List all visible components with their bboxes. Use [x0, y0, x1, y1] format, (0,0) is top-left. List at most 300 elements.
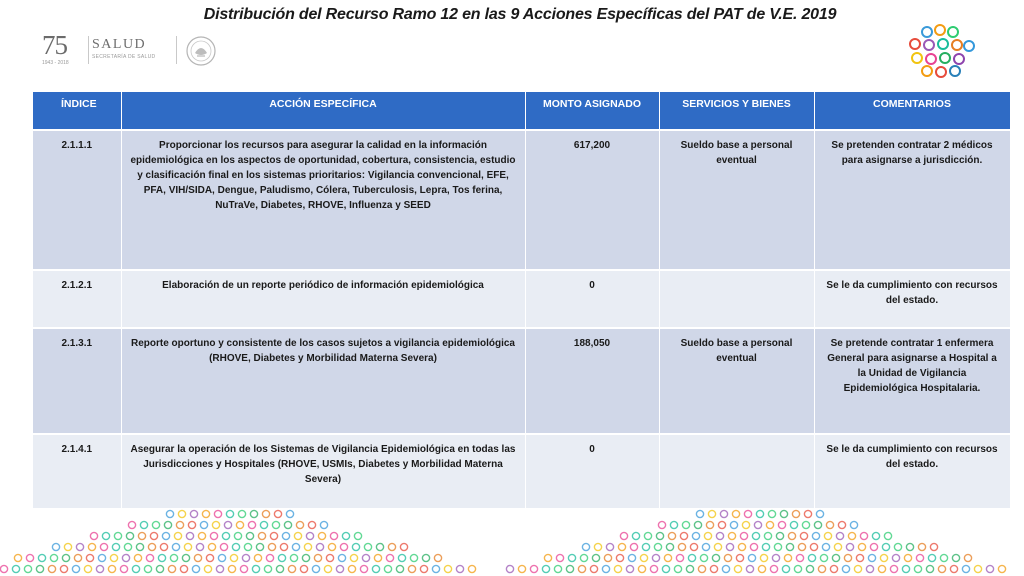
- decor-ring: [680, 532, 687, 539]
- decor-ring: [658, 521, 665, 528]
- decor-ring: [110, 554, 117, 561]
- decor-ring: [24, 565, 31, 572]
- cell-accion: Elaboración de un reporte periódico de información epidemiológica: [121, 270, 525, 328]
- decor-ring: [276, 565, 283, 572]
- decor-ring: [114, 532, 121, 539]
- decor-ring: [812, 532, 819, 539]
- decor-ring: [124, 543, 131, 550]
- cell-comentarios: Se le da cumplimiento con recursos del estado.: [814, 434, 1010, 508]
- decor-ring: [832, 554, 839, 561]
- decor-ring: [732, 510, 739, 517]
- decor-ring: [240, 565, 247, 572]
- decor-ring: [376, 543, 383, 550]
- decor-ring: [614, 565, 621, 572]
- cell-comentarios: Se le da cumplimiento con recursos del estado.: [814, 270, 1010, 328]
- decor-ring: [204, 565, 211, 572]
- decor-ring: [902, 565, 909, 572]
- decor-ring: [758, 565, 765, 572]
- decor-ring: [236, 521, 243, 528]
- salud-logo-subtitle: SECRETARÍA DE SALUD: [92, 54, 156, 60]
- decor-ring: [288, 565, 295, 572]
- decor-ring: [808, 554, 815, 561]
- decor-ring: [760, 554, 767, 561]
- decor-ring: [48, 565, 55, 572]
- decor-ring: [652, 554, 659, 561]
- decor-ring: [158, 554, 165, 561]
- cell-monto: 188,050: [525, 328, 659, 434]
- decor-ring: [770, 565, 777, 572]
- decor-ring: [892, 554, 899, 561]
- decor-ring: [96, 565, 103, 572]
- decor-ring: [618, 543, 625, 550]
- decor-ring: [156, 565, 163, 572]
- decor-ring: [336, 565, 343, 572]
- decor-ring: [830, 565, 837, 572]
- decor-ring: [188, 521, 195, 528]
- decor-ring: [662, 565, 669, 572]
- decor-ring: [180, 565, 187, 572]
- decor-ring: [422, 554, 429, 561]
- decor-ring: [230, 554, 237, 561]
- decor-ring: [674, 565, 681, 572]
- decor-ring: [354, 532, 361, 539]
- decor-ring: [838, 521, 845, 528]
- decor-ring: [916, 554, 923, 561]
- decor-ring: [14, 554, 21, 561]
- decor-ring: [820, 554, 827, 561]
- decor-ring: [246, 532, 253, 539]
- decor-ring: [242, 554, 249, 561]
- decor-ring: [62, 554, 69, 561]
- table-header-row: [33, 92, 1010, 130]
- decor-ring: [266, 554, 273, 561]
- decor-ring: [724, 554, 731, 561]
- decor-ring: [226, 510, 233, 517]
- decor-ring: [650, 565, 657, 572]
- decorative-rings-pattern: [0, 506, 1024, 576]
- decor-ring: [764, 532, 771, 539]
- decor-ring: [338, 554, 345, 561]
- decor-ring: [232, 543, 239, 550]
- decor-ring: [0, 565, 7, 572]
- decor-ring: [794, 565, 801, 572]
- rings-logo-icon: [903, 24, 977, 80]
- decor-ring: [638, 565, 645, 572]
- table-row: [33, 434, 1010, 508]
- decor-ring: [38, 554, 45, 561]
- decor-ring: [776, 532, 783, 539]
- decor-ring: [274, 510, 281, 517]
- decor-ring: [708, 510, 715, 517]
- decor-ring: [128, 521, 135, 528]
- decor-ring: [816, 510, 823, 517]
- decor-ring: [802, 521, 809, 528]
- decor-ring: [60, 565, 67, 572]
- decor-ring: [238, 510, 245, 517]
- table-row: [33, 270, 1010, 328]
- decor-ring: [148, 543, 155, 550]
- decor-ring: [254, 554, 261, 561]
- decor-ring: [202, 510, 209, 517]
- decor-ring: [290, 554, 297, 561]
- decor-ring: [286, 510, 293, 517]
- decor-ring: [744, 510, 751, 517]
- decor-ring: [842, 565, 849, 572]
- decor-ring: [506, 565, 513, 572]
- decor-ring: [974, 565, 981, 572]
- decor-ring: [906, 543, 913, 550]
- decor-ring: [728, 532, 735, 539]
- decor-ring: [134, 554, 141, 561]
- decor-ring: [930, 543, 937, 550]
- decor-ring: [872, 532, 879, 539]
- decor-ring: [706, 521, 713, 528]
- page-title: Distribución del Recurso Ramo 12 en las 9 Acciones Específicas del PAT de V.E. 2019: [203, 6, 837, 23]
- decor-ring: [140, 521, 147, 528]
- decor-ring: [668, 532, 675, 539]
- decor-ring: [190, 510, 197, 517]
- decor-ring: [836, 532, 843, 539]
- decor-ring: [626, 565, 633, 572]
- decor-ring: [690, 543, 697, 550]
- decor-ring: [72, 565, 79, 572]
- cell-monto: 0: [525, 270, 659, 328]
- decor-ring: [964, 554, 971, 561]
- decor-ring: [432, 565, 439, 572]
- decor-ring: [568, 554, 575, 561]
- decor-ring: [102, 532, 109, 539]
- decor-ring: [328, 543, 335, 550]
- decor-ring: [926, 565, 933, 572]
- decor-ring: [166, 510, 173, 517]
- decor-ring: [810, 543, 817, 550]
- cell-indice: 2.1.3.1: [33, 328, 121, 434]
- decor-ring: [694, 521, 701, 528]
- decor-ring: [136, 543, 143, 550]
- decor-ring: [590, 565, 597, 572]
- decor-ring: [324, 565, 331, 572]
- decor-ring: [822, 543, 829, 550]
- decor-ring: [132, 565, 139, 572]
- cell-indice: 2.1.1.1: [33, 130, 121, 270]
- decor-ring: [918, 543, 925, 550]
- decor-ring: [592, 554, 599, 561]
- decor-ring: [878, 565, 885, 572]
- decor-ring: [12, 565, 19, 572]
- decor-ring: [666, 543, 673, 550]
- decor-ring: [628, 554, 635, 561]
- decor-ring: [686, 565, 693, 572]
- anniversary-logo: [42, 32, 84, 66]
- decor-ring: [170, 554, 177, 561]
- decor-ring: [718, 521, 725, 528]
- decor-ring: [248, 521, 255, 528]
- decor-ring: [372, 565, 379, 572]
- decor-ring: [582, 543, 589, 550]
- decor-ring: [986, 565, 993, 572]
- decor-ring: [632, 532, 639, 539]
- decor-ring: [138, 532, 145, 539]
- decor-ring: [360, 565, 367, 572]
- anniversary-years: 1943 - 2018: [42, 60, 69, 66]
- decor-ring: [850, 521, 857, 528]
- decor-ring: [218, 554, 225, 561]
- decor-ring: [268, 543, 275, 550]
- decor-ring: [748, 554, 755, 561]
- decor-arc-left: [0, 510, 476, 572]
- decor-ring: [746, 565, 753, 572]
- decor-arc-right: [506, 510, 1005, 572]
- table-row: [33, 328, 1010, 434]
- decor-ring: [726, 543, 733, 550]
- decor-ring: [398, 554, 405, 561]
- decor-ring: [144, 565, 151, 572]
- decor-ring: [98, 554, 105, 561]
- decor-ring: [856, 554, 863, 561]
- cell-servicios: [659, 270, 814, 328]
- decor-ring: [90, 532, 97, 539]
- decor-ring: [340, 543, 347, 550]
- decor-ring: [152, 521, 159, 528]
- decor-ring: [834, 543, 841, 550]
- decor-ring: [796, 554, 803, 561]
- decor-ring: [182, 554, 189, 561]
- decor-ring: [766, 521, 773, 528]
- decor-ring: [74, 554, 81, 561]
- decor-ring: [244, 543, 251, 550]
- cell-accion: Asegurar la operación de los Sistemas de Vigilancia Epidemiológica en todas las Jurisdicciones y Hospitales (RHOVE, USMIs, Diabetes y Morbilidad Materna Severa): [121, 434, 525, 508]
- decor-ring: [736, 554, 743, 561]
- decor-ring: [256, 543, 263, 550]
- decor-ring: [750, 543, 757, 550]
- decor-ring: [814, 521, 821, 528]
- decor-ring: [616, 554, 623, 561]
- cell-indice: 2.1.4.1: [33, 434, 121, 508]
- decor-ring: [120, 565, 127, 572]
- decor-ring: [742, 521, 749, 528]
- decor-ring: [704, 532, 711, 539]
- decor-ring: [318, 532, 325, 539]
- logo-divider: [176, 36, 177, 64]
- decor-ring: [272, 521, 279, 528]
- cell-servicios: Sueldo base a personal eventual: [659, 130, 814, 270]
- decor-ring: [952, 554, 959, 561]
- decor-ring: [100, 543, 107, 550]
- cell-comentarios: Se pretende contratar 1 enfermera General para asignarse a Hospital a la Unidad de Vigilancia Epidemiológica Hospitalaria.: [814, 328, 1010, 434]
- decor-ring: [280, 543, 287, 550]
- decor-ring: [678, 543, 685, 550]
- decor-ring: [320, 521, 327, 528]
- decor-ring: [846, 543, 853, 550]
- decor-ring: [52, 543, 59, 550]
- decor-ring: [300, 565, 307, 572]
- decor-ring: [594, 543, 601, 550]
- decor-ring: [790, 521, 797, 528]
- decor-ring: [818, 565, 825, 572]
- decor-ring: [386, 554, 393, 561]
- decor-ring: [172, 543, 179, 550]
- decor-ring: [894, 543, 901, 550]
- column-header-servicios: SERVICIOS Y BIENES: [659, 92, 814, 130]
- decor-ring: [752, 532, 759, 539]
- decor-ring: [200, 521, 207, 528]
- decor-ring: [798, 543, 805, 550]
- decor-ring: [602, 565, 609, 572]
- decor-ring: [786, 543, 793, 550]
- decor-ring: [162, 532, 169, 539]
- decor-ring: [284, 521, 291, 528]
- decor-ring: [800, 532, 807, 539]
- decor-ring: [580, 554, 587, 561]
- cell-indice: 2.1.2.1: [33, 270, 121, 328]
- cell-accion: Reporte oportuno y consistente de los casos sujetos a vigilancia epidemiológica (RHOVE, Diabetes y Morbilidad Materna Severa): [121, 328, 525, 434]
- decor-ring: [778, 521, 785, 528]
- decor-ring: [870, 543, 877, 550]
- decor-ring: [720, 510, 727, 517]
- cell-servicios: [659, 434, 814, 508]
- decor-ring: [642, 543, 649, 550]
- decor-ring: [308, 521, 315, 528]
- decor-ring: [854, 565, 861, 572]
- decor-ring: [194, 554, 201, 561]
- decor-ring: [304, 543, 311, 550]
- decor-ring: [656, 532, 663, 539]
- decor-ring: [676, 554, 683, 561]
- decor-ring: [36, 565, 43, 572]
- decor-ring: [644, 532, 651, 539]
- decor-ring: [88, 543, 95, 550]
- decor-ring: [702, 543, 709, 550]
- decor-ring: [302, 554, 309, 561]
- decor-ring: [164, 521, 171, 528]
- decor-ring: [294, 532, 301, 539]
- decor-ring: [234, 532, 241, 539]
- decor-ring: [710, 565, 717, 572]
- decor-ring: [26, 554, 33, 561]
- decor-ring: [914, 565, 921, 572]
- salud-logo: [92, 38, 155, 60]
- decor-ring: [396, 565, 403, 572]
- decor-ring: [544, 554, 551, 561]
- table-row: [33, 130, 1010, 270]
- decor-ring: [884, 532, 891, 539]
- decor-ring: [806, 565, 813, 572]
- decor-ring: [196, 543, 203, 550]
- decor-ring: [262, 510, 269, 517]
- decor-ring: [192, 565, 199, 572]
- decor-ring: [730, 521, 737, 528]
- decor-ring: [700, 554, 707, 561]
- decor-ring: [518, 565, 525, 572]
- decor-ring: [384, 565, 391, 572]
- decor-ring: [716, 532, 723, 539]
- decor-ring: [112, 543, 119, 550]
- decor-ring: [224, 521, 231, 528]
- decor-ring: [64, 543, 71, 550]
- resource-table: [33, 92, 1011, 508]
- decor-ring: [620, 532, 627, 539]
- decor-ring: [50, 554, 57, 561]
- decor-ring: [400, 543, 407, 550]
- decor-ring: [682, 521, 689, 528]
- logo-divider: [88, 36, 89, 64]
- decor-ring: [940, 554, 947, 561]
- decor-ring: [792, 510, 799, 517]
- decor-ring: [84, 565, 91, 572]
- decor-ring: [604, 554, 611, 561]
- decor-ring: [696, 510, 703, 517]
- decor-ring: [388, 543, 395, 550]
- decor-ring: [556, 554, 563, 561]
- decor-ring: [216, 565, 223, 572]
- decor-ring: [740, 532, 747, 539]
- decor-ring: [606, 543, 613, 550]
- decor-ring: [804, 510, 811, 517]
- decor-ring: [306, 532, 313, 539]
- decor-ring: [186, 532, 193, 539]
- decor-ring: [998, 565, 1005, 572]
- decor-ring: [530, 565, 537, 572]
- decor-ring: [220, 543, 227, 550]
- decor-ring: [670, 521, 677, 528]
- decor-ring: [630, 543, 637, 550]
- decor-ring: [640, 554, 647, 561]
- decor-ring: [782, 565, 789, 572]
- decor-ring: [882, 543, 889, 550]
- decor-ring: [352, 543, 359, 550]
- decor-ring: [150, 532, 157, 539]
- decor-ring: [698, 565, 705, 572]
- decor-ring: [270, 532, 277, 539]
- decor-ring: [692, 532, 699, 539]
- decor-ring: [214, 510, 221, 517]
- decor-ring: [848, 532, 855, 539]
- decor-ring: [222, 532, 229, 539]
- decor-ring: [76, 543, 83, 550]
- decor-ring: [282, 532, 289, 539]
- decor-ring: [252, 565, 259, 572]
- decor-ring: [330, 532, 337, 539]
- decor-ring: [456, 565, 463, 572]
- decor-ring: [880, 554, 887, 561]
- decor-ring: [890, 565, 897, 572]
- cell-accion: Proporcionar los recursos para asegurar la calidad en la información epidemiológica en los aspectos de oportunidad, cobertura, consistencia, estudio y clasificación final en los sistemas prioritarios: Vigilancia convencional, EFE, PFA, VIH/SIDA, Dengue, Paludismo, Cólera, Tuberculosis, Lepra, Tos ferina, NuTraVe, Diabetes, RHOVE, Influenza y SEED: [121, 130, 525, 270]
- decor-ring: [342, 532, 349, 539]
- decor-ring: [962, 565, 969, 572]
- decor-ring: [844, 554, 851, 561]
- decor-ring: [444, 565, 451, 572]
- decor-ring: [738, 543, 745, 550]
- decor-ring: [258, 532, 265, 539]
- decor-ring: [296, 521, 303, 528]
- decor-ring: [408, 565, 415, 572]
- decor-ring: [362, 554, 369, 561]
- decor-ring: [688, 554, 695, 561]
- decor-ring: [176, 521, 183, 528]
- decor-ring: [554, 565, 561, 572]
- salud-logo-text: SALUD: [92, 37, 147, 52]
- decor-ring: [866, 565, 873, 572]
- anniversary-number: 75: [42, 30, 67, 60]
- decor-ring: [178, 510, 185, 517]
- column-header-comentarios: COMENTARIOS: [814, 92, 1010, 130]
- decor-ring: [714, 543, 721, 550]
- decor-ring: [768, 510, 775, 517]
- decor-ring: [868, 554, 875, 561]
- decor-ring: [198, 532, 205, 539]
- decor-ring: [146, 554, 153, 561]
- decor-ring: [86, 554, 93, 561]
